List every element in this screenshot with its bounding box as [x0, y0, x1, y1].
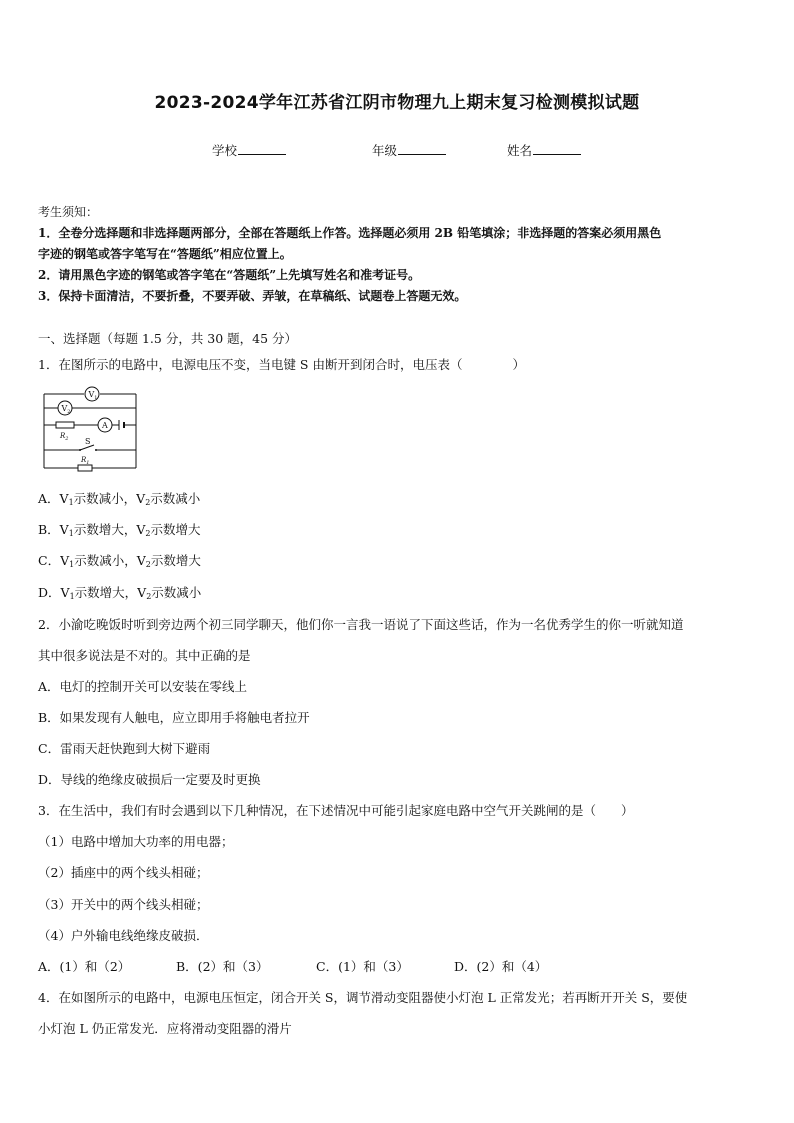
q2-stem-line2: 其中很多说法是不对的。其中正确的是 [38, 648, 251, 663]
grade-label: 年级 [372, 143, 398, 158]
q3-condition-3: （3）开关中的两个线头相碰； [38, 897, 209, 912]
q3-option-b: B．(2）和（3） [176, 959, 269, 974]
q1-option-a: A．$V_1$示数减小，$V_2$示数减小 [38, 491, 201, 507]
q2-option-a: A．电灯的控制开关可以安装在零线上 [38, 679, 248, 694]
q4-stem-line2: 小灯泡 L 仍正常发光．应将滑动变阻器的滑片 [38, 1021, 292, 1036]
q3-condition-2: （2）插座中的两个线头相碰； [38, 865, 209, 880]
q2-option-b: B．如果发现有人触电，应立即用手将触电者拉开 [38, 710, 310, 725]
q1-option-d: D．$V_1$示数增大，$V_2$示数减小 [38, 585, 202, 601]
switch-label: S [85, 437, 91, 446]
q3-condition-1: （1）电路中增加大功率的用电器； [38, 834, 234, 849]
notice-item-1a: 1．全卷分选择题和非选择题两部分，全部在答题纸上作答。选择题必须用 2B 铅笔填涂；非选择题的答案必须用黑色 [38, 226, 662, 240]
notice-item-1b: 字迹的钢笔或答字笔写在“答题纸”相应位置上。 [38, 247, 292, 261]
notice-item-2: 2．请用黑色字迹的钢笔或答字笔在“答题纸”上先填写姓名和准考证号。 [38, 268, 421, 282]
q1-option-c: C．$V_1$示数减小，$V_2$示数增大 [38, 553, 201, 569]
r2-label: $R_2$ [60, 432, 69, 442]
name-label: 姓名 [507, 143, 533, 158]
school-blank [238, 142, 286, 155]
q1-stem: 1．在图所示的电路中，电源电压不变，当电键 S 由断开到闭合时，电压表（ ） [38, 357, 525, 372]
grade-field [372, 141, 446, 159]
q1-circuit-diagram [40, 382, 140, 474]
q4-stem-line1: 4．在如图所示的电路中，电源电压恒定，闭合开关 S，调节滑动变阻器使小灯泡 L 正常发光；若再断开开关 S，要使 [38, 990, 688, 1005]
notice-heading: 考生须知： [38, 205, 99, 219]
q1-option-b: B．$V_1$示数增大，$V_2$示数增大 [38, 522, 201, 538]
name-field [507, 141, 581, 159]
q2-option-c: C．雷雨天赶快跑到大树下避雨 [38, 741, 211, 756]
name-blank [533, 142, 581, 155]
school-field [212, 141, 286, 159]
ammeter-label: A [102, 421, 108, 430]
q2-option-d: D．导线的绝缘皮破损后一定要及时更换 [38, 772, 261, 787]
section-heading: 一、选择题（每题 1.5 分，共 30 题，45 分） [38, 331, 298, 346]
page-title: 2023-2024学年江苏省江阴市物理九上期末复习检测模拟试题 [154, 93, 640, 113]
v1-label: $V_1$ [88, 390, 98, 401]
resistor-r2-icon [56, 422, 74, 428]
notice-item-3: 3．保持卡面清洁，不要折叠，不要弄破、弄皱，在草稿纸、试题卷上答题无效。 [38, 289, 467, 303]
q3-option-d: D．(2）和（4） [454, 959, 548, 974]
resistor-r1-icon [78, 465, 92, 471]
q3-stem: 3．在生活中，我们有时会遇到以下几种情况，在下述情况中可能引起家庭电路中空气开关跳闸的是（ ） [38, 803, 634, 818]
q3-option-c: C．(1）和（3） [316, 959, 409, 974]
q3-condition-4: （4）户外输电线绝缘皮破损． [38, 928, 209, 943]
school-label: 学校 [212, 143, 238, 158]
q3-option-a: A．(1）和（2） [38, 959, 131, 974]
q2-stem-line1: 2．小渝吃晚饭时听到旁边两个初三同学聊天，他们你一言我一语说了下面这些话，作为一名优秀学生的你一听就知道 [38, 617, 684, 632]
r1-label: $R_1$ [81, 456, 90, 466]
v2-label: $V_2$ [61, 404, 71, 415]
grade-blank [398, 142, 446, 155]
